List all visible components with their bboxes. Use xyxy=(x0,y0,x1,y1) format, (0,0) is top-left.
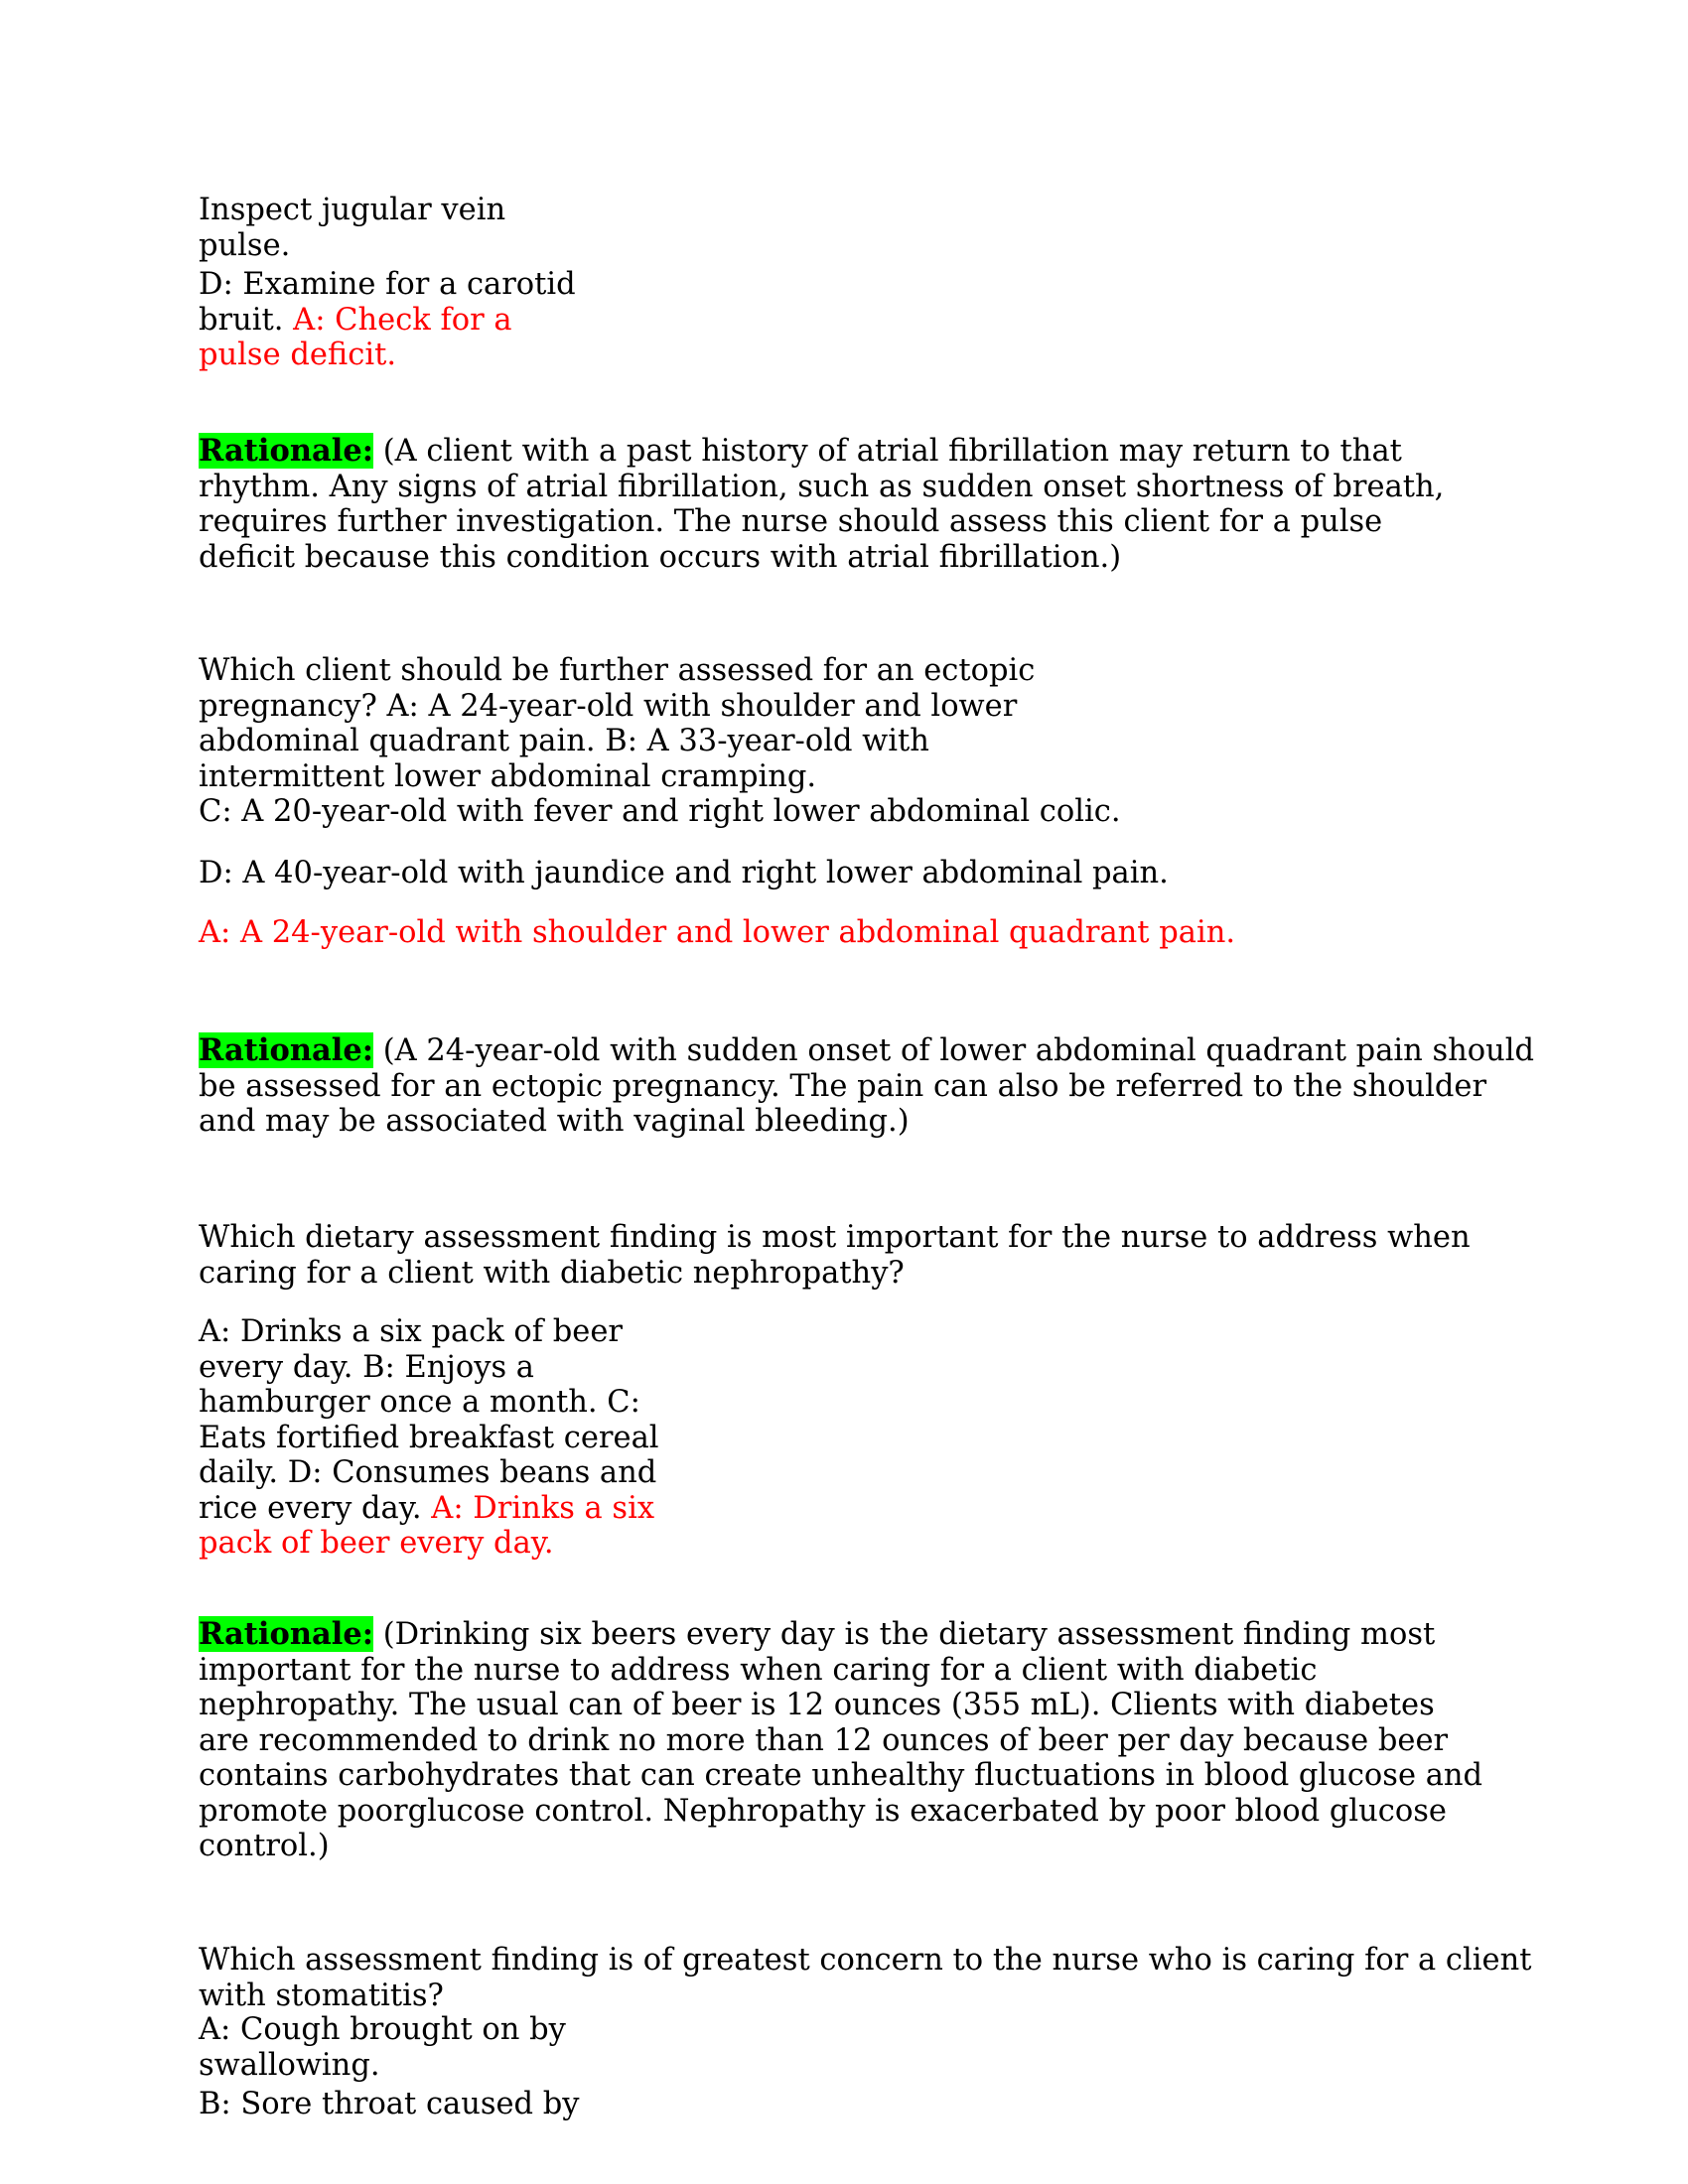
q1-option-c-continued: Inspect jugular vein pulse. xyxy=(199,193,506,263)
rationale-label: Rationale: xyxy=(199,1616,374,1652)
q2-correct-answer: A: A 24-year-old with shoulder and lower abdominal quadrant pain. xyxy=(199,915,1236,950)
q4-option-b: B: Sore throat caused by xyxy=(199,2087,580,2121)
q4-option-a: A: Cough brought on by swallowing. xyxy=(199,2012,566,2083)
q2-stem: Which client should be further assessed for an ectopic pregnancy? A: A 24-year-old with shoulder and lower abdominal quadrant pain. B: A 33-year-old with intermittent lower abdominal cramping. C: A 20-year-old with fever and right lower abdominal colic. xyxy=(199,653,1121,829)
q1-option-d-and-answer: D: Examine for a carotid bruit. A: Check for a pulse deficit. xyxy=(199,267,576,372)
q4-stem: Which assessment finding is of greatest concern to the nurse who is caring for a client with stomatitis? xyxy=(199,1943,1532,2013)
q3-correct-answer: A: Drinks a six xyxy=(431,1490,655,1526)
q1-rationale: Rationale: (A client with a past history of atrial fibrillation may return to that rhythm. Any signs of atrial fibrillation, such as sudden onset shortness of breath, requires further investigation. The nurse should assess this client for a pulse deficit because this condition occurs with atrial fibrillation.) xyxy=(199,433,1445,575)
rationale-label: Rationale: xyxy=(199,1032,374,1068)
q3-stem: Which dietary assessment finding is most important for the nurse to address when caring for a client with diabetic nephropathy? xyxy=(199,1220,1471,1291)
rationale-label: Rationale: xyxy=(199,433,374,469)
q3-rationale: Rationale: (Drinking six beers every day is the dietary assessment finding most important for the nurse to address when caring for a client with diabetic nephropathy. The usual can of beer is 12 ounces (355 mL). Clients with diabetes are recommended to drink no more than 12 ounces of beer per day because beer contains carbohydrates that can create unhealthy fluctuations in blood glucose and promote poorglucose control. Nephropathy is exacerbated by poor blood glucose control.) xyxy=(199,1616,1483,1863)
q3-options: A: Drinks a six pack of beer every day. B: Enjoys a hamburger once a month. C: Eats fortified breakfast cereal daily. D: Consumes beans and rice every day. A: Drinks a six pack of beer every day. xyxy=(199,1314,659,1561)
q1-correct-answer: A: Check for a xyxy=(293,302,512,338)
q2-rationale: Rationale: (A 24-year-old with sudden onset of lower abdominal quadrant pain should be assessed for an ectopic pregnancy. The pain can also be referred to the shoulder and may be associated with vaginal bleeding.) xyxy=(199,1032,1535,1139)
q2-option-d: D: A 40-year-old with jaundice and right lower abdominal pain. xyxy=(199,856,1169,890)
